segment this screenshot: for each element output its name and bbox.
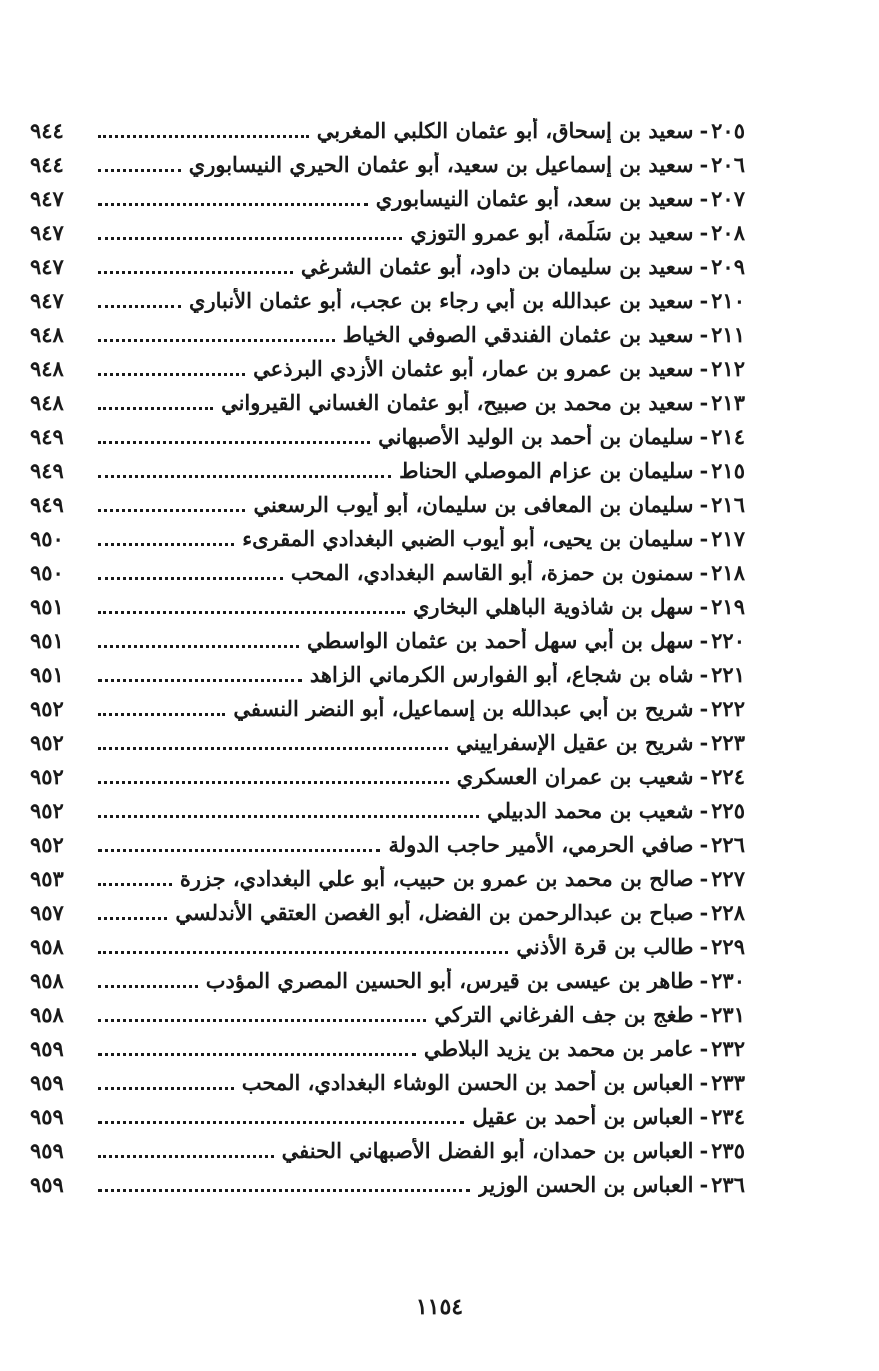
toc-entry: [30, 997, 745, 1031]
toc-entry: [30, 215, 745, 249]
dot-leader: [98, 745, 448, 750]
dot-leader: [98, 1085, 234, 1090]
entry-number: ٢١٦: [711, 491, 745, 517]
entry-number: ٢٣٤: [711, 1103, 745, 1129]
entry-number: ٢٣٦: [711, 1171, 745, 1197]
toc-entry: [30, 283, 745, 317]
toc-entry: [30, 113, 745, 147]
toc-entry: [30, 691, 745, 725]
entry-name: سليمان بن المعافى بن سليمان، أبو أيوب الرسعني: [253, 491, 694, 517]
entry-name: سليمان بن أحمد بن الوليد الأصبهاني: [378, 423, 694, 449]
entry-number: ٢٢٨: [711, 899, 745, 925]
toc-entry: [30, 1133, 745, 1167]
entry-number: ٢٢٤: [711, 763, 745, 789]
entry-separator: -: [699, 389, 709, 415]
entry-name: سعيد بن سعد، أبو عثمان النيسابوري: [375, 185, 694, 211]
entry-number: ٢٠٩: [711, 253, 745, 279]
entry-separator: -: [699, 593, 709, 619]
entry-number: ٢٣٠: [711, 967, 745, 993]
entry-separator: -: [699, 457, 709, 483]
dot-leader: [98, 439, 370, 444]
entry-name: شعيب بن عمران العسكري: [456, 763, 694, 789]
entry-name: سعيد بن سليمان بن داود، أبو عثمان الشرغي: [300, 253, 694, 279]
entry-number: ٢١٩: [711, 593, 745, 619]
entry-separator: -: [699, 661, 709, 687]
dot-leader: [98, 881, 172, 886]
entry-page-number: ٩٥٢: [30, 695, 64, 721]
entry-separator: -: [699, 899, 709, 925]
dot-leader: [98, 167, 181, 172]
entry-name: سمنون بن حمزة، أبو القاسم البغدادي، المحب: [290, 559, 694, 585]
entry-number: ٢١٧: [711, 525, 745, 551]
toc-entry: [30, 555, 745, 589]
entry-separator: -: [699, 729, 709, 755]
entry-separator: -: [699, 1137, 709, 1163]
entry-separator: -: [699, 185, 709, 211]
entry-separator: -: [699, 559, 709, 585]
toc-entry: [30, 827, 745, 861]
dot-leader: [98, 541, 234, 546]
dot-leader: [98, 1017, 426, 1022]
dot-leader: [98, 813, 479, 818]
entry-name: طالب بن قرة الأذني: [516, 933, 694, 959]
entry-separator: -: [699, 525, 709, 551]
dot-leader: [98, 405, 213, 410]
dot-leader: [98, 133, 309, 138]
entry-page-number: ٩٥٢: [30, 729, 64, 755]
entry-number: ٢٢٩: [711, 933, 745, 959]
entry-page-number: ٩٥١: [30, 593, 64, 619]
entry-name: سعيد بن عمرو بن عمار، أبو عثمان الأزدي البرذعي: [253, 355, 694, 381]
entry-page-number: ٩٤٨: [30, 321, 64, 347]
entry-number: ٢٢٧: [711, 865, 745, 891]
entry-number: ٢٢٣: [711, 729, 745, 755]
entry-name: سهل بن أبي سهل أحمد بن عثمان الواسطي: [307, 627, 694, 653]
toc-entry: [30, 351, 745, 385]
dot-leader: [98, 949, 508, 954]
entry-separator: -: [699, 695, 709, 721]
entry-page-number: ٩٥٠: [30, 525, 64, 551]
toc-entry: [30, 317, 745, 351]
entry-separator: -: [699, 491, 709, 517]
dot-leader: [98, 371, 245, 376]
entry-page-number: ٩٥٩: [30, 1137, 64, 1163]
entry-page-number: ٩٤٧: [30, 253, 64, 279]
entry-name: شعيب بن محمد الدبيلي: [487, 797, 694, 823]
entry-name: صافي الحرمي، الأمير حاجب الدولة: [388, 831, 694, 857]
toc-entry: [30, 1065, 745, 1099]
entry-name: سليمان بن يحيى، أبو أيوب الضبي البغدادي المقرىء: [242, 525, 694, 551]
dot-leader: [98, 1153, 274, 1158]
entry-name: العباس بن الحسن الوزير: [477, 1171, 694, 1197]
entry-separator: -: [699, 797, 709, 823]
dot-leader: [98, 779, 449, 784]
entry-separator: -: [699, 253, 709, 279]
entry-separator: -: [699, 355, 709, 381]
dot-leader: [98, 507, 245, 512]
entry-separator: -: [699, 219, 709, 245]
entry-separator: -: [699, 1103, 709, 1129]
dot-leader: [98, 609, 405, 614]
dot-leader: [98, 337, 335, 342]
toc-entry: [30, 759, 745, 793]
entry-page-number: ٩٥٨: [30, 967, 64, 993]
entry-page-number: ٩٥٣: [30, 865, 64, 891]
entry-separator: -: [699, 627, 709, 653]
toc-entry: [30, 1099, 745, 1133]
toc-entry: [30, 725, 745, 759]
entry-name: صالح بن محمد بن عمرو بن حبيب، أبو علي البغدادي، جزرة: [179, 865, 694, 891]
entry-separator: -: [699, 967, 709, 993]
entry-separator: -: [699, 1001, 709, 1027]
dot-leader: [98, 847, 380, 852]
toc-entry: [30, 861, 745, 895]
entry-separator: -: [699, 117, 709, 143]
entry-number: ٢٠٨: [711, 219, 745, 245]
entry-page-number: ٩٥٢: [30, 831, 64, 857]
entry-name: سعيد بن محمد بن صبيح، أبو عثمان الغساني القيرواني: [221, 389, 694, 415]
entry-page-number: ٩٤٤: [30, 151, 64, 177]
dot-leader: [98, 575, 283, 580]
entry-page-number: ٩٤٩: [30, 457, 64, 483]
dot-leader: [98, 711, 225, 716]
toc-entry: [30, 385, 745, 419]
toc-entry: [30, 181, 745, 215]
entry-separator: -: [699, 1069, 709, 1095]
dot-leader: [98, 473, 391, 478]
entry-separator: -: [699, 933, 709, 959]
entry-name: العباس بن حمدان، أبو الفضل الأصبهاني الحنفي: [281, 1137, 694, 1163]
entry-number: ٢٠٧: [711, 185, 745, 211]
toc-entry: [30, 521, 745, 555]
toc-entry: [30, 657, 745, 691]
entry-name: عامر بن محمد بن يزيد البلاطي: [423, 1035, 694, 1061]
entry-page-number: ٩٤٩: [30, 423, 64, 449]
entry-separator: -: [699, 287, 709, 313]
entry-separator: -: [699, 423, 709, 449]
toc-entry: [30, 453, 745, 487]
entry-page-number: ٩٤٧: [30, 185, 64, 211]
entry-separator: -: [699, 831, 709, 857]
entry-number: ٢١٠: [711, 287, 745, 313]
entry-page-number: ٩٤٧: [30, 219, 64, 245]
entry-page-number: ٩٥٩: [30, 1103, 64, 1129]
entry-page-number: ٩٥١: [30, 627, 64, 653]
entry-name: سهل بن شاذوية الباهلي البخاري: [412, 593, 694, 619]
entry-separator: -: [699, 1171, 709, 1197]
dot-leader: [98, 983, 198, 988]
entry-number: ٢٠٦: [711, 151, 745, 177]
entry-number: ٢٣٢: [711, 1035, 745, 1061]
toc-entry: [30, 929, 745, 963]
entry-separator: -: [699, 1035, 709, 1061]
entry-page-number: ٩٥٨: [30, 1001, 64, 1027]
toc-entry: [30, 963, 745, 997]
toc-entry: [30, 793, 745, 827]
entry-name: طاهر بن عيسى بن قيرس، أبو الحسين المصري المؤدب: [205, 967, 694, 993]
entry-separator: -: [699, 321, 709, 347]
entry-page-number: ٩٥٩: [30, 1035, 64, 1061]
entry-number: ٢١٥: [711, 457, 745, 483]
entry-name: سليمان بن عزام الموصلي الحناط: [399, 457, 694, 483]
entry-number: ٢١٢: [711, 355, 745, 381]
toc-entry: [30, 147, 745, 181]
entry-page-number: ٩٤٧: [30, 287, 64, 313]
entry-number: ٢١٣: [711, 389, 745, 415]
entry-number: ٢٢٠: [711, 627, 745, 653]
dot-leader: [98, 1051, 416, 1056]
entry-page-number: ٩٥٢: [30, 763, 64, 789]
entry-name: سعيد بن عبدالله بن أبي رجاء بن عجب، أبو عثمان الأنباري: [189, 287, 694, 313]
dot-leader: [98, 1187, 470, 1192]
dot-leader: [98, 915, 167, 920]
toc-entry: [30, 419, 745, 453]
entry-name: صباح بن عبدالرحمن بن الفضل، أبو الغصن العتقي الأندلسي: [175, 899, 694, 925]
entry-number: ٢٣٥: [711, 1137, 745, 1163]
entry-page-number: ٩٤٨: [30, 355, 64, 381]
entry-name: سعيد بن إسماعيل بن سعيد، أبو عثمان الحيري النيسابوري: [188, 151, 694, 177]
entry-name: طغج بن جف الفرغاني التركي: [434, 1001, 694, 1027]
entry-page-number: ٩٥٩: [30, 1171, 64, 1197]
entry-page-number: ٩٤٩: [30, 491, 64, 517]
entry-number: ٢١٤: [711, 423, 745, 449]
entry-number: ٢٢٥: [711, 797, 745, 823]
toc-entry: [30, 249, 745, 283]
entry-separator: -: [699, 865, 709, 891]
page-number: ١١٥٤: [415, 1294, 464, 1320]
entry-name: شريح بن عقيل الإسفراييني: [456, 729, 694, 755]
entry-page-number: ٩٥٢: [30, 797, 64, 823]
entry-name: العباس بن أحمد بن الحسن الوشاء البغدادي، المحب: [241, 1069, 694, 1095]
toc-entry: [30, 487, 745, 521]
entry-number: ٢٠٥: [711, 117, 745, 143]
entry-name: سعيد بن سَلَمة، أبو عمرو التوزي: [410, 219, 694, 245]
entry-page-number: ٩٥٠: [30, 559, 64, 585]
toc-entry: [30, 623, 745, 657]
entry-name: العباس بن أحمد بن عقيل: [472, 1103, 694, 1129]
dot-leader: [98, 1119, 464, 1124]
dot-leader: [98, 201, 368, 206]
entry-separator: -: [699, 763, 709, 789]
entry-name: شاه بن شجاع، أبو الفوارس الكرماني الزاهد: [309, 661, 694, 687]
entry-page-number: ٩٥٩: [30, 1069, 64, 1095]
entry-number: ٢٣١: [711, 1001, 745, 1027]
dot-leader: [98, 643, 299, 648]
toc-entry: [30, 1167, 745, 1201]
entry-name: شريح بن أبي عبدالله بن إسماعيل، أبو النضر النسفي: [233, 695, 694, 721]
entry-number: ٢٢٢: [711, 695, 745, 721]
entry-page-number: ٩٥٨: [30, 933, 64, 959]
dot-leader: [98, 303, 181, 308]
toc-entry: [30, 1031, 745, 1065]
entry-number: ٢١١: [711, 321, 745, 347]
entry-name: سعيد بن عثمان الفندقي الصوفي الخياط: [342, 321, 694, 347]
entry-separator: -: [699, 151, 709, 177]
dot-leader: [98, 677, 302, 682]
entry-name: سعيد بن إسحاق، أبو عثمان الكلبي المغربي: [316, 117, 694, 143]
toc-entry: [30, 589, 745, 623]
entry-number: ٢٣٣: [711, 1069, 745, 1095]
table-of-contents: [30, 113, 745, 1201]
entry-page-number: ٩٤٤: [30, 117, 64, 143]
dot-leader: [98, 235, 402, 240]
entry-number: ٢١٨: [711, 559, 745, 585]
toc-entry: [30, 895, 745, 929]
entry-page-number: ٩٤٨: [30, 389, 64, 415]
entry-page-number: ٩٥١: [30, 661, 64, 687]
entry-page-number: ٩٥٧: [30, 899, 64, 925]
entry-number: ٢٢٦: [711, 831, 745, 857]
entry-number: ٢٢١: [711, 661, 745, 687]
dot-leader: [98, 269, 293, 274]
